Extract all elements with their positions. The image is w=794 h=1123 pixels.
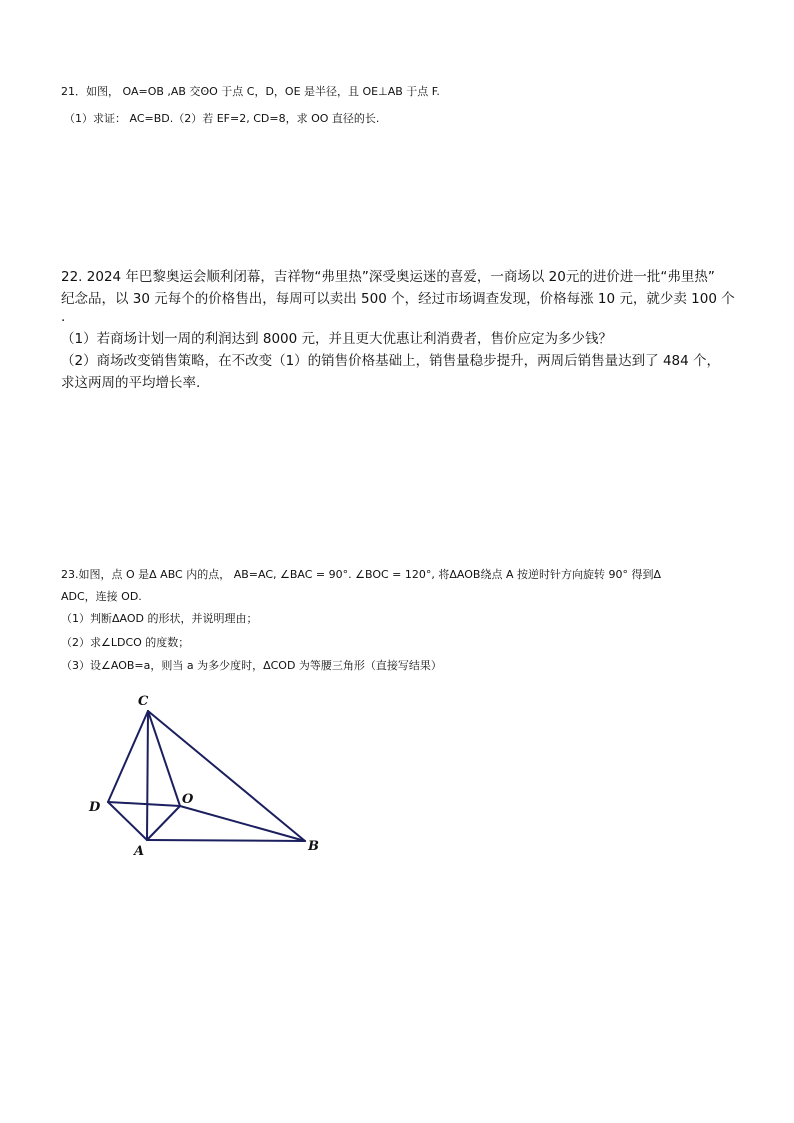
label-A: A <box>134 844 145 859</box>
label-B: B <box>308 839 319 854</box>
segment-OA <box>147 806 180 840</box>
segment-DA <box>108 802 147 840</box>
q23-line-5: （3）设∠AOB=a，则当 a 为多少度时，ΔCOD 为等腰三角形（直接写结果） <box>61 659 442 672</box>
triangle-figure <box>80 688 340 863</box>
label-O: O <box>182 792 194 807</box>
q21-line-1: 21．如图， OA=OB ,AB 交ʘO 于点 C，D，OE 是半径，且 OE⊥AB 于点 F. <box>61 85 440 98</box>
segment-DO <box>108 802 180 806</box>
segment-AB <box>147 840 305 841</box>
q23-line-4: （2）求∠LDCO 的度数； <box>61 636 190 649</box>
segment-CB <box>148 711 305 841</box>
q22-line-4: （1）若商场计划一周的利润达到 8000 元，并且更大优惠让利消费者，售价应定为多少钱？ <box>61 331 613 347</box>
label-D: D <box>89 800 101 815</box>
q21-line-2: （1）求证： AC=BD.（2）若 EF=2, CD=8，求 OO 直径的长. <box>64 112 380 125</box>
segment-OB <box>180 806 305 841</box>
q23-line-1: 23.如图，点 O 是Δ ABC 内的点， AB=AC, ∠BAC = 90°. ∠BOC = 120°, 将ΔAOB绕点 A 按逆时针方向旋转 90° 得到Δ <box>61 568 661 581</box>
q22-line-5: （2）商场改变销售策略，在不改变（1）的销售价格基础上，销售量稳步提升，两周后销售量达到了 484 个， <box>61 353 721 369</box>
q22-line-6: 求这两周的平均增长率. <box>61 375 201 391</box>
q22-line-1: 22. 2024 年巴黎奥运会顺利闭幕，吉祥物“弗里热”深受奥运迷的喜爱，一商场以 20元的进价进一批“弗里热” <box>61 269 715 285</box>
segment-CD <box>108 711 148 802</box>
q22-line-2: 纪念品，以 30 元每个的价格售出，每周可以卖出 500 个，经过市场调查发现，价格每涨 10 元，就少卖 100 个 <box>61 291 735 307</box>
segment-CA <box>147 711 148 840</box>
label-C: C <box>138 694 149 709</box>
q23-line-3: （1）判断ΔAOD 的形状，并说明理由； <box>61 612 258 625</box>
q23-line-2: ADC，连接 OD. <box>61 590 142 603</box>
q22-line-3: . <box>61 309 66 325</box>
